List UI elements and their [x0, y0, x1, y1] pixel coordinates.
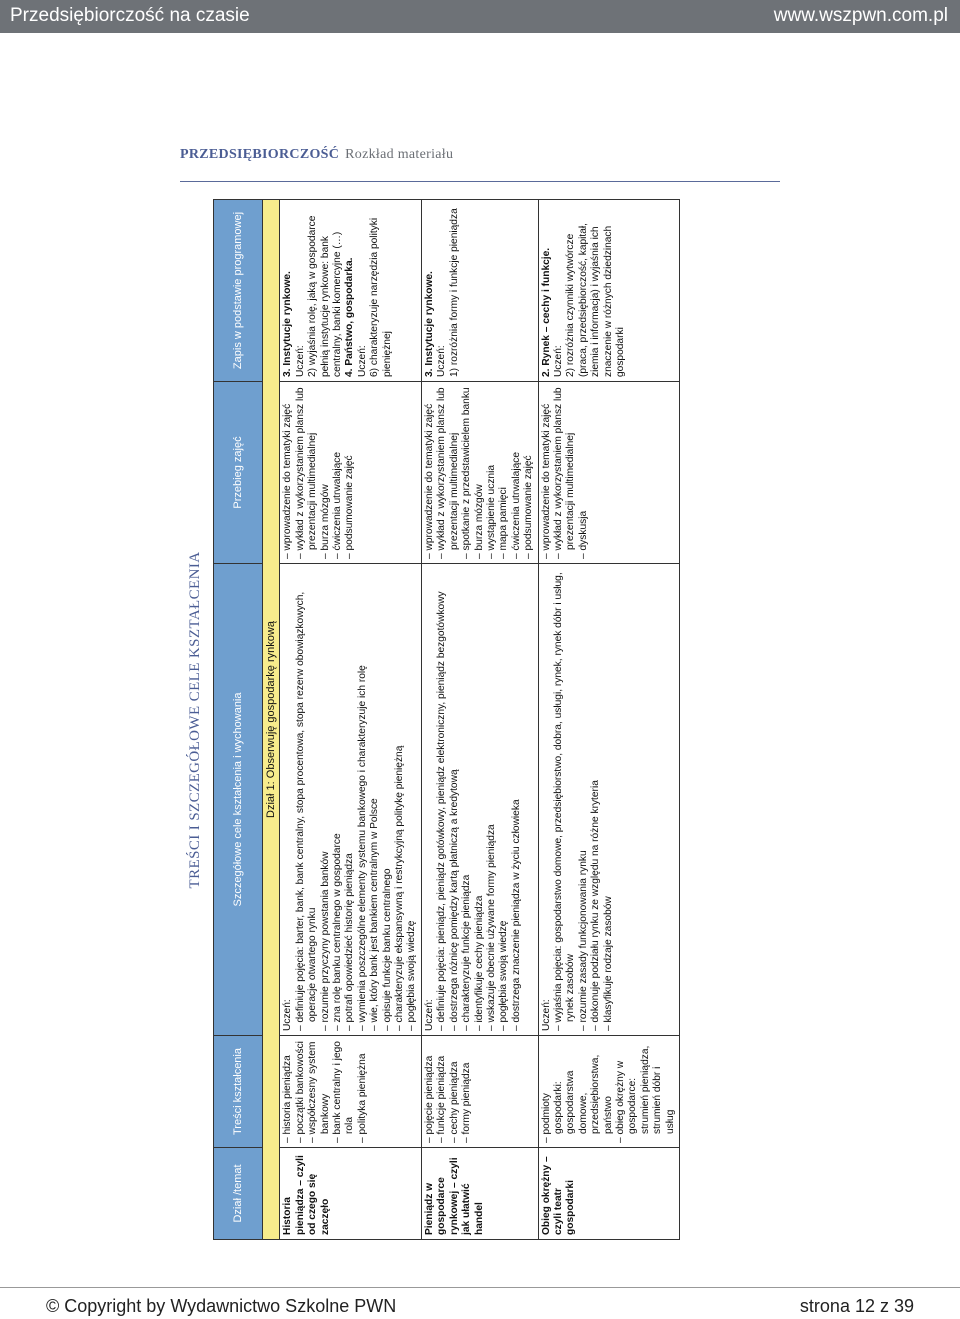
list-item: – mapa pamięci — [498, 386, 510, 559]
col-header-tresci: Treści kształcenia — [214, 1036, 263, 1148]
rotated-page — [183, 190, 783, 1250]
list-item: – definiuje pojęcia: barter, bank, bank centralny, stopa procentowa, stopa rezerw obowiązkowych, operacje otwartego rynku — [295, 568, 320, 1031]
table-row — [421, 200, 538, 1240]
table-row — [538, 200, 679, 1240]
list-item: – opisuje funkcje banku centralnego — [382, 568, 394, 1031]
tresci-cell — [538, 1036, 679, 1148]
col-header-temat: Dział /temat — [214, 1148, 263, 1240]
temat-cell: Obieg okrężny – czyli teatr gospodarki — [538, 1148, 679, 1240]
section-title — [180, 147, 453, 163]
cele-cell — [538, 564, 679, 1036]
list-item: – podsumowanie zajęć — [344, 386, 356, 559]
list-item: – podsumowanie zajęć — [523, 386, 535, 559]
zapis-text: 6) charakteryzuje narzędzia polityki pieniężnej — [369, 217, 393, 377]
zapis-text: Uczeń: — [552, 345, 564, 377]
zapis-cell — [421, 200, 538, 382]
list-item: – polityka pieniężna — [357, 1040, 369, 1143]
col-header-zapis: Zapis w podstawie programowej — [214, 200, 263, 382]
list-item: – identyfikuje cechy pieniądza — [474, 568, 486, 1031]
cele-cell — [421, 564, 538, 1036]
dzial-cell — [263, 200, 280, 1240]
list-item: – rozumie przyczyny powstania banków — [320, 568, 332, 1031]
section-subtitle: Rozkład materiału — [345, 147, 454, 162]
table-row — [280, 200, 421, 1240]
list-item: – początki bankowości — [295, 1040, 307, 1143]
zapis-text: Uczeń: — [294, 345, 306, 377]
list-item: – ćwiczenia utrwalające — [332, 386, 344, 559]
header-title: Przedsiębiorczość na czasie — [10, 5, 250, 26]
list-item: – charakteryzuje ekspansywną i restrykcyjną politykę pieniężną — [394, 568, 406, 1031]
list-item: – wprowadzenie do tematyki zajęć — [424, 386, 436, 559]
header-url[interactable]: www.wszpwn.com.pl — [773, 5, 948, 26]
przebieg-cell — [280, 382, 421, 564]
temat-cell: Pieniądz w gospodarce rynkowej – czyli jak ułatwić handel — [421, 1148, 538, 1240]
zapis-cell — [280, 200, 421, 382]
uczen-label: Uczeń: — [282, 999, 294, 1031]
przebieg-cell — [538, 382, 679, 564]
list-item: – rozumie zasady funkcjonowania rynku — [578, 568, 590, 1031]
tresci-cell — [280, 1036, 421, 1148]
header-row — [214, 200, 263, 1240]
zapis-text: 2) wyjaśnia rolę, jaką w gospodarce pełnią instytucje rynkowe: bank centralny, banki komercyjne (…) — [307, 215, 344, 377]
col-header-cele: Szczegółowe cele kształcenia i wychowania — [214, 564, 263, 1036]
list-item: – burza mózgów — [320, 386, 332, 559]
list-item: – dokonuje podziału rynku ze względu na różne kryteria — [590, 568, 602, 1031]
list-item: – pogłębia swoją wiedzę — [406, 568, 418, 1031]
dzial-row — [263, 200, 280, 1240]
curriculum-table — [213, 199, 680, 1240]
list-item: – wykład z wykorzystaniem plansz lub prezentacji multimedialnej — [295, 386, 320, 559]
list-item: – obieg okrężny w gospodarce: strumień pieniądza, strumień dóbr i usług — [615, 1040, 677, 1143]
zapis-heading: 3. Instytucje rynkowe. — [423, 271, 435, 377]
dzial-prefix: Dział 1: — [265, 781, 277, 818]
uczen-label: Uczeń: — [423, 999, 435, 1031]
list-item: – wymienia poszczególne elementy systemu bankowego i charakteryzuje ich rolę — [357, 568, 369, 1031]
zapis-text: 1) rozróżnia formy i funkcje pieniądza — [448, 208, 460, 377]
list-item: – funkcje pieniądza — [436, 1040, 448, 1143]
tresci-cell — [421, 1036, 538, 1148]
list-item: – burza mózgów — [474, 386, 486, 559]
list-item: – dostrzega znaczenie pieniądza w życiu człowieka — [511, 568, 523, 1031]
list-item: – dyskusja — [578, 386, 590, 559]
copyright: © Copyright by Wydawnictwo Szkolne PWN — [46, 1296, 397, 1316]
section-name: PRZEDSIĘBIORCZOŚĆ — [180, 147, 340, 162]
list-item: – wyjaśnia pojęcia: gospodarstwo domowe, przedsiębiorstwo, dobra, usługi, rynek, rynek dóbr i usług, rynek zasobów — [553, 568, 578, 1031]
list-item: – ćwiczenia utrwalające — [511, 386, 523, 559]
zapis-cell — [538, 200, 679, 382]
list-item: – wskazuje obecnie używane formy pieniądza — [486, 568, 498, 1031]
col-header-przebieg: Przebieg zajęć — [214, 382, 263, 564]
list-item: – podmioty gospodarki: gospodarstwa domowe, przedsiębiorstwa, państwo — [541, 1040, 615, 1143]
list-item: – pojęcie pieniądza — [424, 1040, 436, 1143]
dzial-name: Obserwuję gospodarkę rynkową — [265, 621, 277, 779]
zapis-heading: 2. Rynek – cechy i funkcje. — [540, 247, 552, 377]
page-number: strona 12 z 39 — [799, 1296, 914, 1316]
section-rule — [180, 181, 780, 182]
list-item: – bank centralny i jego rola — [332, 1040, 357, 1143]
list-item: – pogłębia swoją wiedzę — [498, 568, 510, 1031]
uczen-label: Uczeń: — [540, 999, 552, 1031]
footer-rule — [0, 1287, 960, 1288]
list-item: – definiuje pojęcia: pieniądz, pieniądz gotówkowy, pieniądz elektroniczny, pieniądz bezgotówkowy — [436, 568, 448, 1031]
list-item: – wprowadzenie do tematyki zajęć — [541, 386, 553, 559]
list-item: – historia pieniądza — [282, 1040, 294, 1143]
zapis-text: Uczeń: — [436, 345, 448, 377]
list-item: – potrafi opowiedzieć historię pieniądza — [344, 568, 356, 1031]
list-item: – dostrzega różnicę pomiędzy kartą płatniczą a kredytową — [449, 568, 461, 1031]
list-item: – klasyfikuje rodzaje zasobów — [603, 568, 615, 1031]
zapis-heading: 3. Instytucje rynkowe. — [282, 271, 294, 377]
list-item: – wykład z wykorzystaniem plansz lub prezentacji multimedialnej — [553, 386, 578, 559]
list-item: – wie, który bank jest bankiem centralnym w Polsce — [369, 568, 381, 1031]
list-item: – zna rolę banku centralnego w gospodarce — [332, 568, 344, 1031]
list-item: – wprowadzenie do tematyki zajęć — [282, 386, 294, 559]
top-bar — [0, 0, 960, 33]
zapis-text: Uczeń: — [356, 345, 368, 377]
temat-cell: Historia pieniądza – czyli od czego się zaczęło — [280, 1148, 421, 1240]
przebieg-cell — [421, 382, 538, 564]
curriculum-sheet — [183, 190, 783, 1250]
list-item: – charakteryzuje funkcje pieniądza — [461, 568, 473, 1031]
list-item: – formy pieniądza — [461, 1040, 473, 1143]
list-item: – spotkanie z przedstawicielem banku — [461, 386, 473, 559]
list-item: – współczesny system bankowy — [307, 1040, 332, 1143]
cele-cell — [280, 564, 421, 1036]
list-item: – wystąpienie ucznia — [486, 386, 498, 559]
doc-title: TREŚCI I SZCZEGÓŁOWE CELE KSZTAŁCENIA — [187, 551, 203, 889]
list-item: – wykład z wykorzystaniem plansz lub prezentacji multimedialnej — [436, 386, 461, 559]
zapis-heading: 4. Państwo, gospodarka. — [344, 257, 356, 377]
list-item: – cechy pieniądza — [449, 1040, 461, 1143]
zapis-text: 2) rozróżnia czynniki wytwórcze (praca, przedsiębiorczość, kapitał, ziemia i informacja) i wyjaśnia ich znaczenie w różnych dziedzinach gospodarki — [565, 222, 626, 377]
